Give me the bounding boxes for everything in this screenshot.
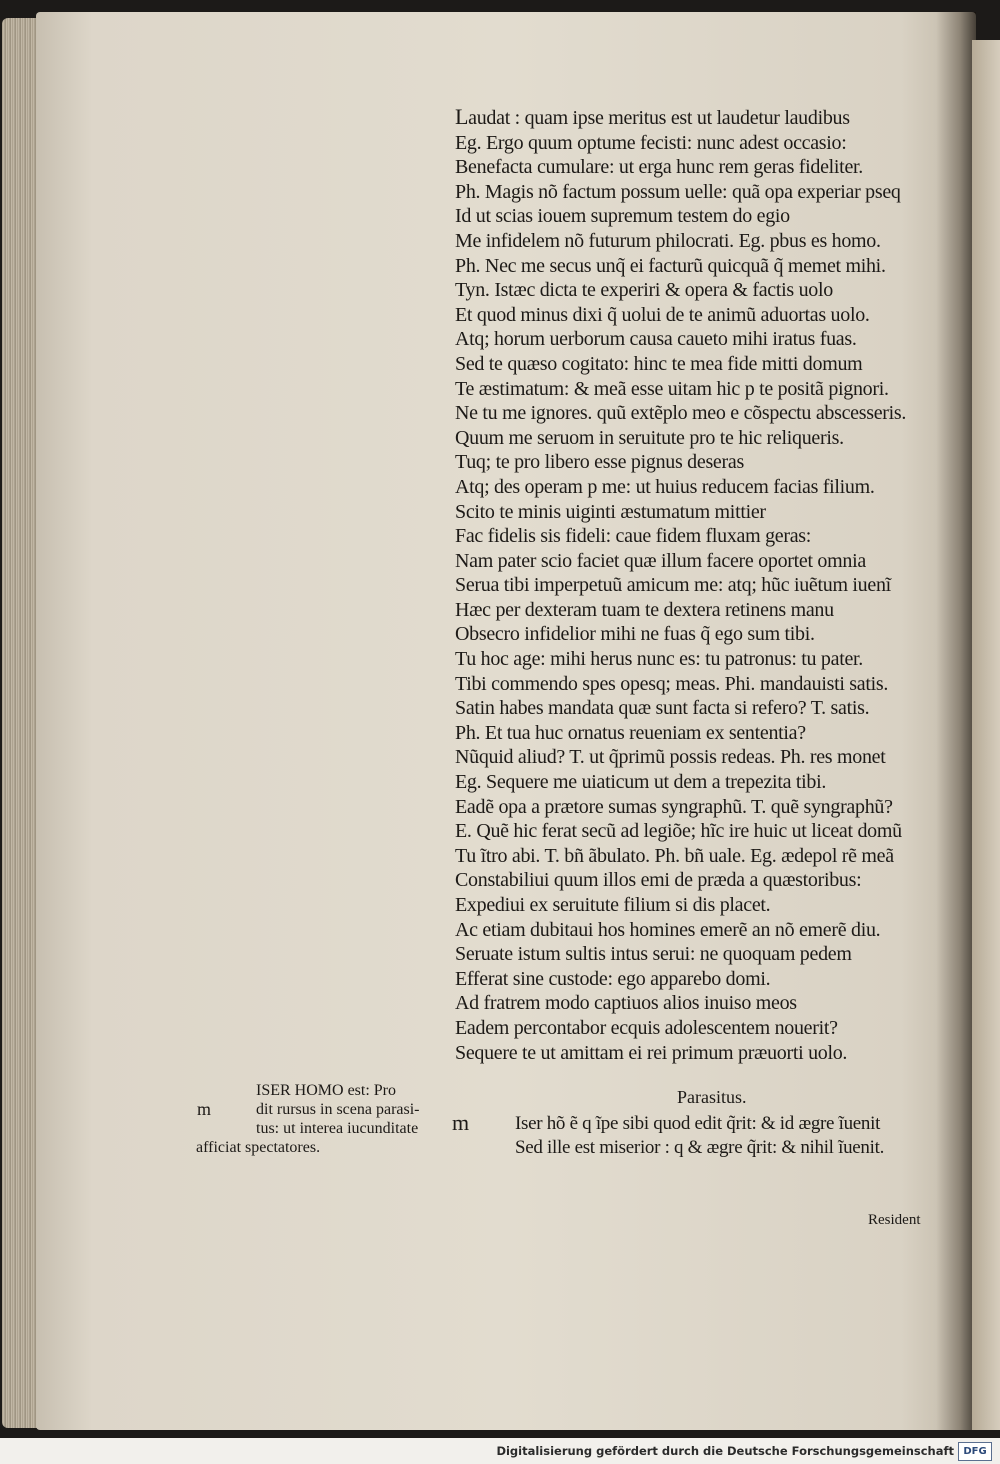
text-line: Sequere te ut amittam ei rei primum præuorti uolo. (455, 1041, 848, 1064)
margin-commentary (196, 1081, 441, 1157)
catchword: Resident (868, 1212, 921, 1228)
text-line: Quum me seruom in seruitute pro te hic reliqueris. (455, 426, 844, 449)
text-line: Me infidelem nõ futurum philocrati. Eg. pbus es homo. (455, 229, 881, 252)
verse-line: Sed ille est miserior : q & ægre q̃rit: & nihil ĩuenit. (515, 1137, 885, 1158)
scene-verse (515, 1112, 965, 1160)
text-line: Eg. Ergo quum optume fecisti: nunc adest occasio: (455, 131, 847, 154)
facing-page-edge (972, 40, 1000, 1430)
text-line: Nam pater scio faciet quæ illum facere oportet omnia (455, 549, 866, 572)
text-line: Laudat : quam ipse meritus est ut laudetur laudibus (455, 104, 850, 129)
text-line: Scito te minis uiginti æstumatum mittier (455, 500, 766, 523)
text-line: E. Quẽ hic ferat secũ ad legiõe; hĩc ire huic ut liceat domũ (455, 820, 902, 843)
main-text-block (455, 105, 955, 1065)
dfg-logo: DFG (958, 1442, 992, 1461)
text-line: Ne tu me ignores. quũ extẽplo meo e cõspectu abscesseris. (455, 402, 907, 425)
commentary-line: tus: ut interea iucunditate (256, 1120, 419, 1137)
text-line: Constabiliui quum illos emi de præda a quæstoribus: (455, 869, 862, 892)
text-line: Tu hoc age: mihi herus nunc es: tu patronus: tu pater. (455, 648, 863, 671)
text-line: Tu ĩtro abi. T. bñ ãbulato. Ph. bñ uale. Eg. ædepol rẽ meã (455, 844, 894, 867)
initial-letter: m (452, 1110, 470, 1135)
footer-bar (0, 1438, 1000, 1464)
text-line: Eadem percontabor ecquis adolescentem nouerit? (455, 1016, 838, 1039)
text-line: Ad fratrem modo captiuos alios inuiso meos (455, 992, 797, 1015)
text-line: Expediui ex seruitute filium si dis placet. (455, 894, 771, 916)
text-line: Ph. Nec me secus unq̃ ei facturũ quicquã q̃ memet mihi. (455, 254, 886, 277)
text-line: Nũquid aliud? T. ut q̃primũ possis redeas. Ph. res monet (455, 746, 886, 769)
text-line: Ph. Magis nõ factum possum uelle: quã opa experiar pseq (455, 180, 901, 203)
text-line: Serua tibi imperpetuũ amicum me: atq; hũc iuẽtum iuenĩ (455, 574, 891, 597)
text-line: Hæc per dexteram tuam te dextera retinens manu (455, 598, 834, 621)
text-line: Atq; horum uerborum causa caueto mihi iratus fuas. (455, 328, 857, 351)
verse-line: Iser hõ ẽ q ĩpe sibi quod edit q̃rit: & id ægre ĩuenit (515, 1113, 881, 1134)
text-line: Id ut scias iouem supremum testem do egio (455, 205, 790, 228)
text-line: Obsecro infidelior mihi ne fuas q̃ ego sum tibi. (455, 623, 815, 646)
funding-notice: Digitalisierung gefördert durch die Deutsche Forschungsgemeinschaft (496, 1444, 954, 1458)
text-line: Eg. Sequere me uiaticum ut dem a trepezita tibi. (455, 771, 827, 794)
commentary-line: ISER HOMO est: Pro (256, 1082, 397, 1099)
text-line: Te æstimatum: & meã esse uitam hic p te positã pignori. (455, 377, 889, 400)
margin-initial-letter: m (197, 1099, 212, 1119)
text-line: Tuq; te pro libero esse pignus deseras (455, 451, 744, 474)
text-line: Ac etiam dubitaui hos homines emerẽ an nõ emerẽ diu. (455, 918, 881, 941)
text-line: Tyn. Istæc dicta te experiri & opera & factis uolo (455, 279, 833, 302)
text-line: Eadẽ opa a prætore sumas syngraphũ. T. quẽ syngraphũ? (455, 795, 893, 818)
text-line: Efferat sine custode: ego apparebo domi. (455, 967, 771, 990)
speaker-heading: Parasitus. (677, 1087, 747, 1107)
text-line: Tibi commendo spes opesq; meas. Phi. mandauisti satis. (455, 672, 889, 695)
text-line: Seruate istum sultis intus serui: ne quoquam pedem (455, 943, 852, 966)
text-line: Atq; des operam p me: ut huius reducem facias filium. (455, 475, 875, 498)
text-line: Ph. Et tua huc ornatus reueniam ex sententia? (455, 721, 806, 744)
text-line: Satin habes mandata quæ sunt facta si refero? T. satis. (455, 697, 870, 720)
text-line: Et quod minus dixi q̃ uolui de te animũ aduortas uolo. (455, 303, 870, 326)
commentary-line: afficiat spectatores. (196, 1139, 321, 1156)
text-line: Sed te quæso cogitato: hinc te mea fide mitti domum (455, 352, 863, 375)
text-line: Benefacta cumulare: ut erga hunc rem geras fideliter. (455, 156, 863, 179)
text-line: Fac fidelis sis fideli: caue fidem fluxam geras: (455, 525, 812, 548)
commentary-line: dit rursus in scena parasi- (256, 1101, 420, 1118)
